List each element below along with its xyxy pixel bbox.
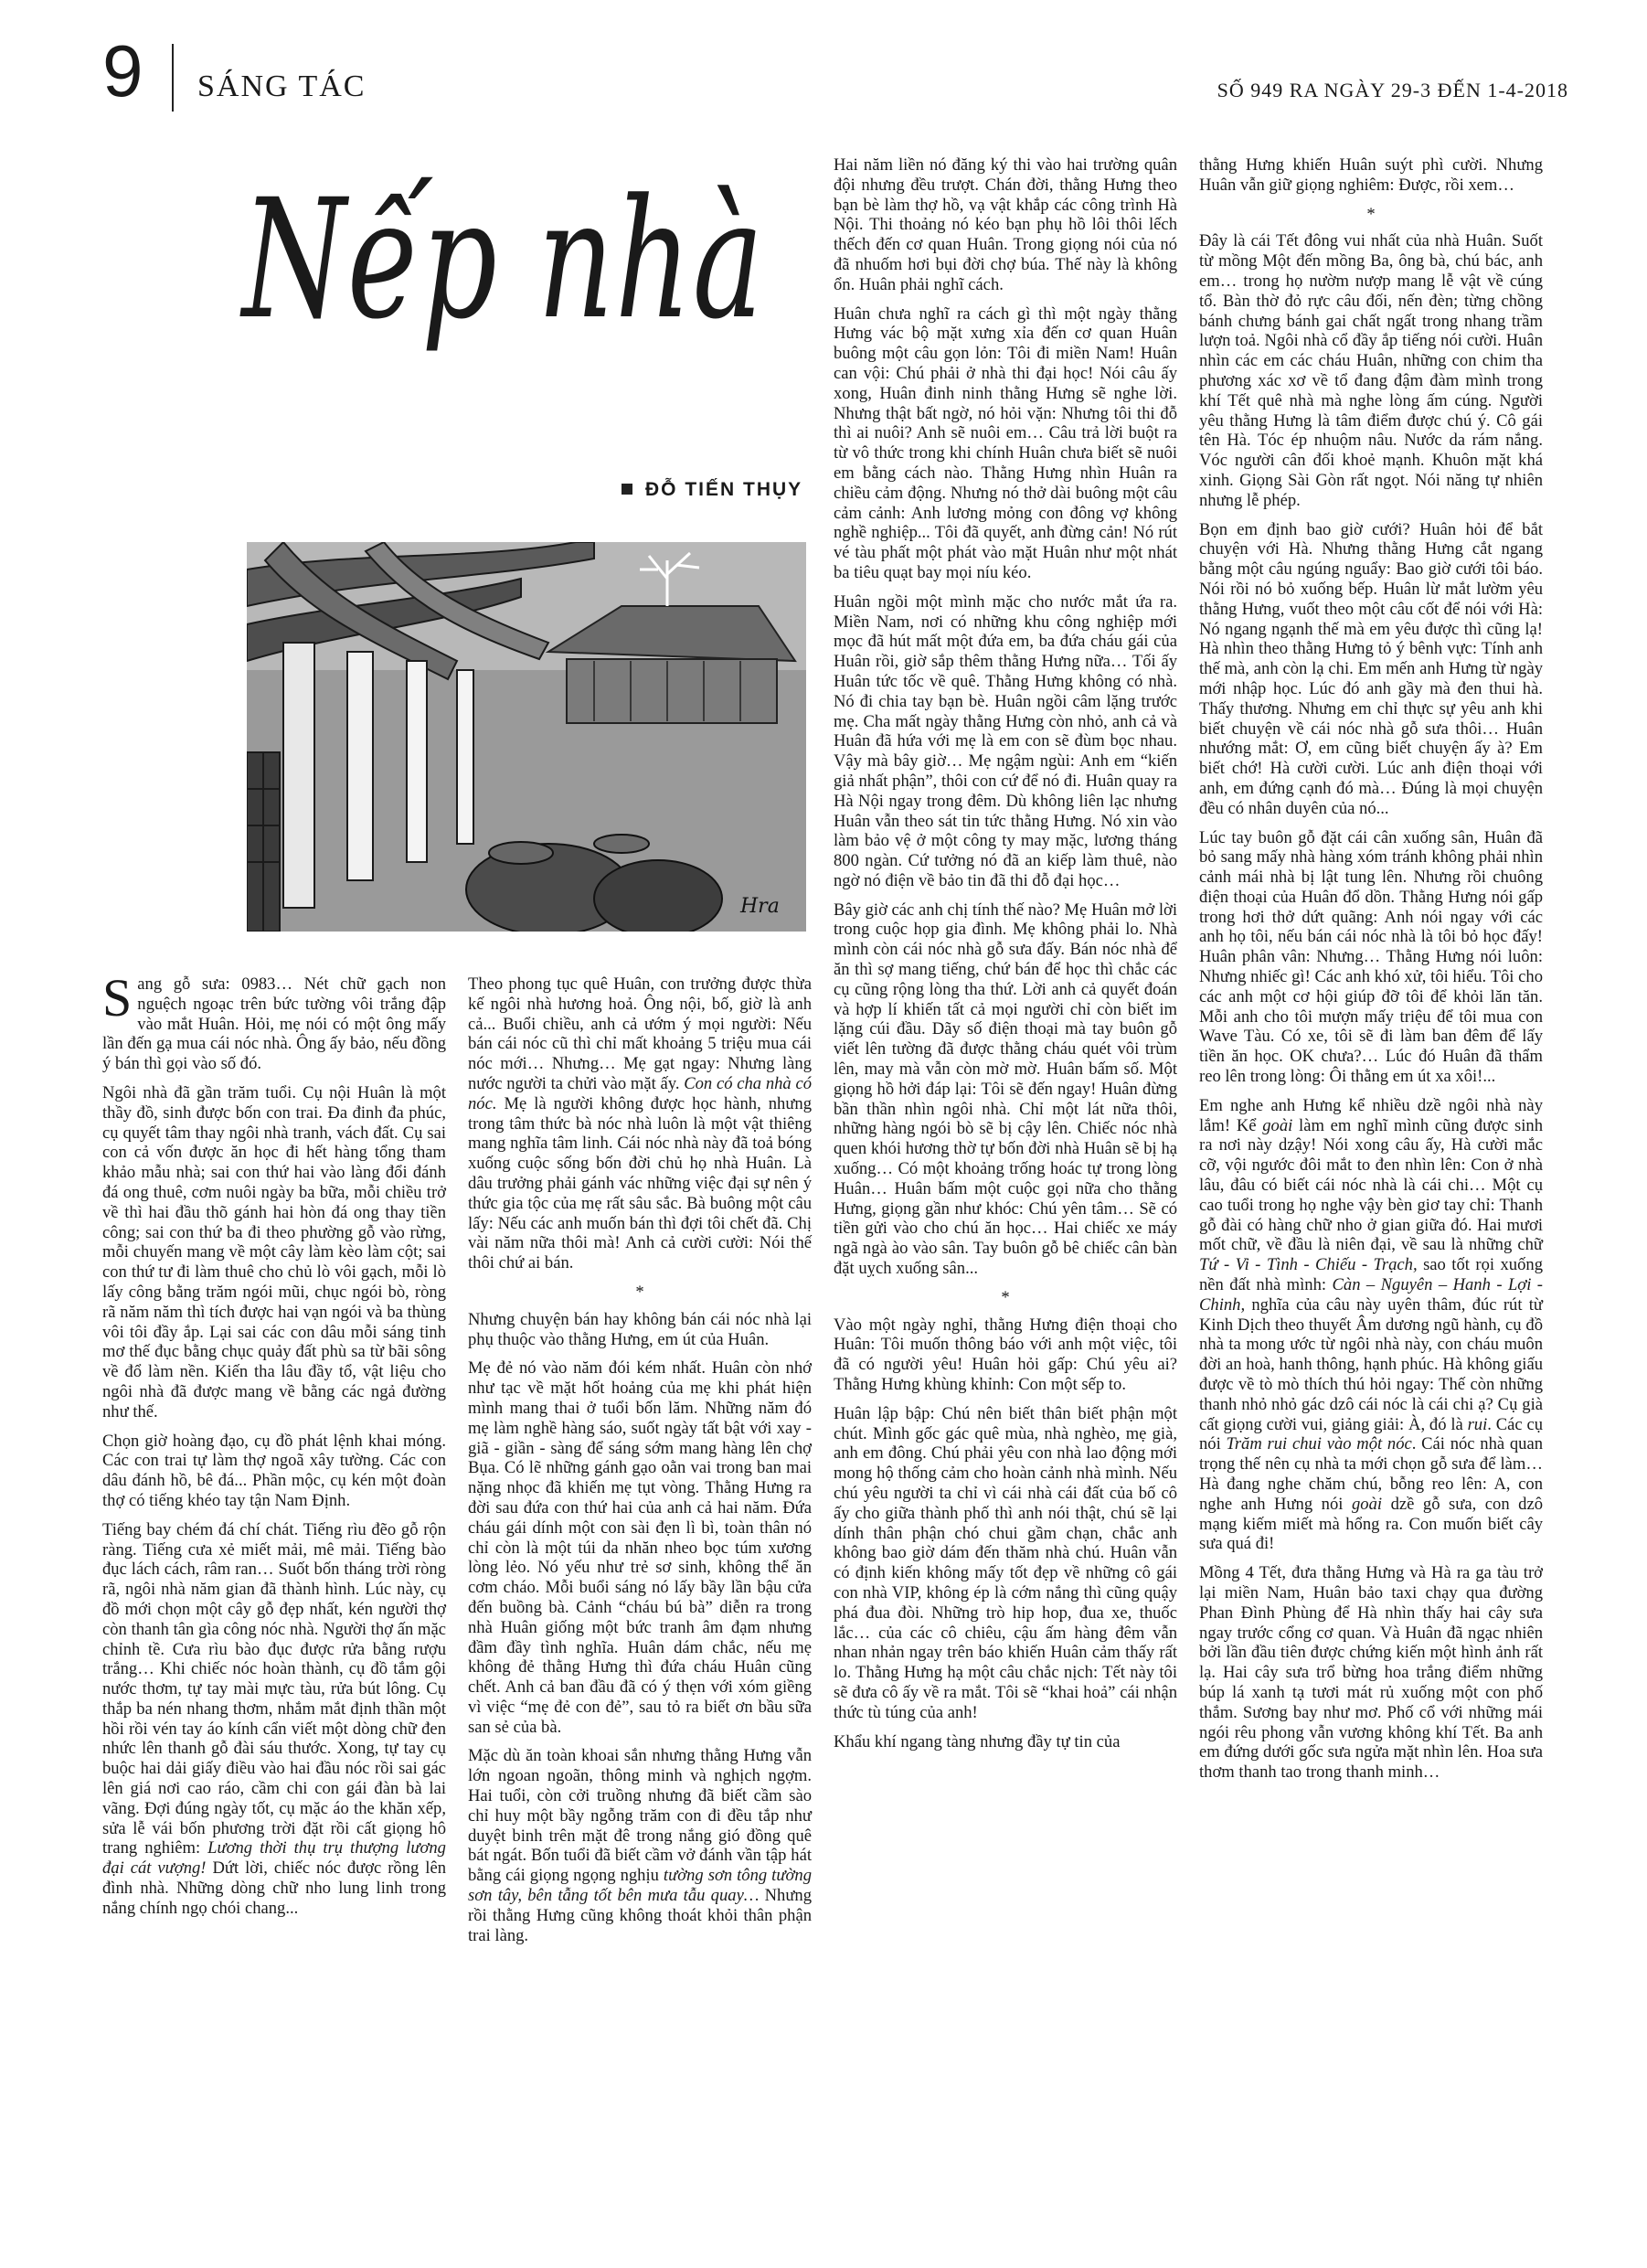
paragraph: Bây giờ các anh chị tính thế nào? Mẹ Huân mở lời trong cuộc họp gia đình. Mẹ không phải lo. Nhà mình còn cái nóc nhà gỗ sưa đấy. Bán nóc nhà để ăn thì sợ mang tiếng, chứ bán để học thì chắc các cụ cũng rộng lòng tha thứ. Lời anh cả quyết đoán và hợp lí khiến tất cả mọi người chỉ còn biết im lặng cúi đầu. Dãy số điện thoại mà tay buôn gỗ viết lên tường đã được thằng cháu quét vôi trùm lên, may mà vẫn còn mờ mờ. Huân bấm số. Một giọng hồ hởi đáp lại: Tôi sẽ đến ngay! Huân đừng bần thần nhìn ngôi nhà. Chỉ một lát nữa thôi, những hàng ngói bò sẽ bị cậy lên. Chiếc nóc nhà quen khói hương thờ tự bốn đời nhà Huân sẽ bị hạ xuống… Có một khoảng trống hoác tự trong lòng Huân… Huân bấm một cuộc gọi nữa cho thằng Hưng, giọng gần như khóc: Chú yên tâm… Sẽ có tiền gửi vào cho chú ăn học… Hai chiếc xe máy ngã ngà ào vào sân. Tay buôn gỗ bê chiếc cân bàn đặt uỵch xuống sân... [834,900,1177,1279]
paragraph: Em nghe anh Hưng kể nhiều dzề ngôi nhà này lắm! Kể goài làm em nghĩ mình cũng được sinh ra nơi này dzậy! Nói xong câu ấy, Hà cười mắc cỡ, vội ngước đôi mắt to đen nhìn lên: Con ở nhà lâu, đâu có biết cái nóc nhà là cái chi… Một cụ cao tuổi trong họ nghe vậy bèn giơ tay chỉ: Thanh gỗ đài có hàng chữ nho ở gian giữa đó. Hai mươi mốt chữ, về đầu là niên đại, về sau là những chữ Tứ - Vi - Tình - Chiếu - Trạch, sao tốt rọi xuống nền đất nhà mình: Càn – Nguyên – Hanh - Lợi - Chinh, nghĩa của câu này uyên thâm, đúc rút từ Kinh Dịch theo thuyết Âm dương ngũ hành, cụ đồ nhà ta mong ước từ ngôi nhà này, con cháu muôn đời an hoà, hanh thông, hạnh phúc. Hà không giấu được về tò mò thích thú hỏi ngay: Thế còn những thanh nhỏ nhỏ gác dzô cái nóc là cái chi ạ? Cụ già cất giọng cười vui, giảng giải: À, đó là rui. Các cụ nói Trăm rui chui vào một nóc. Cái nóc nhà quan trọng thế nên cụ nhà ta mới chọn gỗ sưa để làm… Hà đang nghe chăm chú, bỗng reo lên: A, con nghe anh Hưng nói goài dzề gỗ sưa, con dzô mạng kiếm miết mà hổng ra. Con muốn biết cây sưa quá đi! [1199,1095,1544,1554]
paragraph: Khẩu khí ngang tàng nhưng đầy tự tin của [834,1731,1121,1752]
paragraph: Huân lập bập: Chú nên biết thân biết phận một chút. Mình gốc gác quê mùa, nhà nghèo, mẹ già, anh em đông. Chú phải yêu con nhà lao động mới mong hộ thống cảm cho hoàn cảnh nhà mình. Nếu chú yêu người ta chỉ vì cái nhà cái đất của bố cô ấy cho giữa thành phố thì anh nói thật, chú sẽ lại dính thân phận chó chui gầm chạn, chắc anh không bao giờ dám đến thăm nhà chú. Huân vẫn có định kiến không mấy tốt đẹp về những cô gái con nhà VIP, không ép là cớm nắng thì cũng quậy phá đua đòi. Những trò hip hop, đua xe, thuốc lắc… của các cô chiêu, cậu ấm hàng đêm vẫn nhan nhản ngay trên báo khiến Huân cảm thấy rất lo. Thằng Hưng hạ một câu chắc nịch: Tết này tôi sẽ đưa cô ấy về ra mắt. Tôi sẽ “khai hoả” cái nhận thức tù túng của anh! [834,1403,1177,1722]
cabinet-drawing [247,752,280,932]
text-column-1 [102,968,446,1928]
paragraph: Tiếng bay chém đá chí chát. Tiếng rìu đẽo gỗ rộn ràng. Tiếng cưa xẻ miết mải, mê mải. Tiếng bào đục lách cách, râm ran… Suốt bốn tháng trời ròng rã, ngôi nhà năm gian đã thành hình. Lúc này, cụ đồ mới chọn một cây gỗ đẹp nhất, kén người thợ còn thanh tân gìa công nóc nhà. Người thợ ấn mặc chỉnh tề. Cưa rìu bào đục được rửa bằng rượu trắng… Khi chiếc nóc hoàn thành, cụ đồ tắm gội nước thơm, tự tay mài mực tàu, rửa bút lông. Cụ thắp ba nén nhang thơm, nhắm mắt định thần một hồi rồi vén tay áo kính cẩn viết một dòng chữ đen nhức lên thanh gỗ đài sáu thước. Xong, tự tay cụ buộc hai dải giấy điều vào hai đầu nóc rồi sai gác lên giá nơi cao ráo, cầm chi con gái đàn bà lai vãng. Đợi đúng ngày tốt, cụ mặc áo the khăn xếp, sửa lễ vái bốn phương trời đặt rồi cất giọng hô trang nghiêm: Lương thời thụ trụ thượng lương đại cát vượng! Dứt lời, chiếc nóc được rồng lên đình nhà. Những dòng chữ nho lung linh trong nắng chính ngọ chói chang... [102,1519,446,1918]
paragraph: Nhưng chuyện bán hay không bán cái nóc nhà lại phụ thuộc vào thằng Hưng, em út của Huân. [468,1309,812,1349]
header-divider [172,44,174,112]
paragraph: Mồng 4 Tết, đưa thằng Hưng và Hà ra ga tàu trở lại miền Nam, Huân bảo taxi chạy qua đường Phan Đình Phùng để Hà nhìn thấy hai cây sưa ngay trước cổng cơ quan. Và Huân đã ngạc nhiên bởi lần đầu tiên được chứng kiến một hình ảnh rất lạ. Hai cây sưa trổ bừng hoa trắng điểm những búp lá xanh tạ tươi mát rủ xuống một con phố thắm. Sương bay như mơ. Phố cổ với những mái ngói rêu phong vẫn vương không khí Tết. Ba anh em đứng dưới gốc sưa ngửa mặt nhìn lên. Hoa sưa thơm thanh tao trong thanh minh… [1199,1563,1543,1783]
paragraph: Đây là cái Tết đông vui nhất của nhà Huân. Suốt từ mồng Một đến mồng Ba, ông bà, chú bác, anh em… trong họ nườm nượp mang lễ vật về cúng tổ. Bàn thờ đỏ rực câu đối, nến đèn; từng chồng bánh chưng bánh gai chất ngất trong nhang trầm lượn toả. Ngôi nhà cổ đầy ắp tiếng nói cười. Huân nhìn các em các cháu Huân, những con chim tha phương xác xơ về tổ đang đậm đàm mình trong khí Tết quê nhà mà nghe lòng ấm cúng. Người yêu thằng Hưng là tâm điểm được chú ý. Cô gái tên Hà. Tóc ép nhuộm nâu. Nước da rám nắng. Vóc người cân đối khoẻ mạnh. Khuôn mặt khá xinh. Giọng Sài Gòn rất ngọt. Nói năng tự nhiên nhưng lễ phép. [1199,231,1543,510]
paragraph: Mặc dù ăn toàn khoai sắn nhưng thằng Hưng vẫn lớn ngoan ngoãn, thông minh và nghịch ngợm. Hai tuổi, còn cởi truồng nhưng đã biết cầm sào chỉ huy một bầy ngỗng trăm con đi đều tắp như duyệt binh trên mặt đê trong nắng gió đồng quê bát ngát. Bốn tuổi đã biết cầm vở đánh vần tập hát bằng cái giọng ngọng nghịu tường sơn tông tường sơn tây, bên tẫng tốt bên mưa tẫu quay… Nhưng rồi thằng Hưng cũng không thoát khỏi thân phận trai làng. [468,1746,813,1945]
text-column-4 [1199,155,1543,1792]
quote: Lương thời thụ trụ thượng lương đại cát vượng! [102,1838,446,1879]
text-column-3 [834,155,1177,1761]
paragraph: Lúc tay buôn gỗ đặt cái cân xuống sân, Huân đã bỏ sang mấy nhà hàng xóm tránh không phải nhìn cảnh mái nhà bị lật tung lên. Nhưng rồi chuông điện thoại của Huân đổ dồn. Thằng Hưng nói gấp trong hơi thở dứt quãng: Anh nói ngay với các anh họ tôi, nếu bán cái nóc nhà là tôi bỏ học đấy! Huân phân vân: Nhưng… Thằng Hưng nói luôn: Nhưng nhiếc gì! Các anh khó xử, tôi hiểu. Tôi cho các anh một cơ hội giúp đỡ tôi để khỏi lăn tăn. Mỗi anh cho tôi mượn mấy triệu để tôi mua con Wave Tàu. Có xe, tôi sẽ đi làm ban đêm để lấy tiền ăn học. OK chưa?… Lúc đó Huân đã thẩm reo lên trong lòng: Ôi thằng em út xa xôi!... [1199,827,1543,1087]
paragraph: Mẹ đẻ nó vào năm đói kém nhất. Huân còn nhớ như tạc về mặt hốt hoảng của mẹ khi phát hiện mình mang thai ở tuổi bốn lăm. Những năm đó mẹ làm nghề hàng sáo, suốt ngày tất bật với xay - giã - giần - sàng để sáng sớm mang hàng lên chợ Bụa. Có lẽ những gánh gạo oằn vai trong ban mai nặng nhọc đã khiến mẹ tụt vòng. Thằng Hưng ra đời sau đứa con thứ hai của anh cả hai năm. Đứa cháu gái dính một con sài đẹn lì bì, toàn thân nó chỉ còn là một túi da nhăn nheo bọc túm xương lòng lẻo. Nó yếu như trẻ sơ sinh, không thể ăn cơm cháo. Mỗi buổi sáng nó lấy bầy lần bậu cửa đến buồng bà. Cảnh “cháu bú bà” diễn ra trong nhà Huân giống một bức tranh âm đạm nhưng đầm đầy tình nghĩa. Huân dám chắc, nếu mẹ không đẻ thằng Hưng thì đứa cháu Huân cũng chết. Anh cả ban đầu đã có ý thẹn với xóm giềng vì việc “mẹ đẻ con đẻ”, sau tỏ ra biết ơn bầu sữa san sẻ của bà. [468,1358,812,1737]
paragraph: Chọn giờ hoàng đạo, cụ đồ phát lệnh khai móng. Các con trai tự làm thợ ngoã xây tường. Các con dâu đánh hồ, bê đá... Phần mộc, cụ kén một đoàn thợ có tiếng khéo tay tận Nam Định. [102,1431,446,1510]
article-title: Nếp nhà [242,165,765,356]
text-column-2 [468,974,812,1954]
issue-info: SỐ 949 RA NGÀY 29-3 ĐẾN 1-4-2018 [1217,79,1568,101]
paragraph: Sang gỗ sưa: 0983… Nét chữ gạch non nguệch ngoạc trên bức tường vôi trắng đập vào mắt Huân. Hỏi, mẹ nói có một ông mấy lần đến gạ mua cái nóc nhà. Ông ấy bảo, nếu đồng ý bán thì gọi vào số đó. [102,968,446,1074]
paragraph: Theo phong tục quê Huân, con trưởng được thừa kế ngôi nhà hương hoả. Ông nội, bố, giờ là anh cả... Buổi chiều, anh cả ướm ý mọi người: Nếu bán cái nóc cũ thì chỉ mất khoảng 5 triệu mua cái nóc mới… Nhưng… Mẹ gạt ngay: Nhưng làng nước người ta chửi vào mặt ấy. Con có cha nhà có nóc. Mẹ là người không được học hành, nhưng trong tâm thức bà nóc nhà luôn là một vật thiêng mang nghĩa tâm linh. Cái nóc nhà này đã toả bóng xuống cuộc sống bốn đời chủ họ nhà Huân. Là dâu trưởng phải gánh vác những việc đại sự nên ý thức gia tộc của mẹ rất sâu sắc. Bà buông một câu lấy: Nếu các anh muốn bán thì đợi tôi chết đã. Chị vài năm nữa thôi mà! Anh cả cười cười: Nói thế thôi chứ ai bán. [468,974,812,1273]
section-title: SÁNG TÁC [197,69,367,103]
paragraph: Huân ngồi một mình mặc cho nước mắt ứa ra. Miền Nam, nơi có những khu công nghiệp mới mọc đã hút mất một đứa em, ba đứa cháu gái của Huân rồi, giờ sắp thêm thằng Hưng nữa… Tối ấy Huân tức tốc về quê. Thằng Hưng không có nhà. Nó đi chia tay bạn bè. Huân ngồi câm lặng trước mẹ. Cha mất ngày thằng Hưng còn nhỏ, anh cả và Huân đã hứa với mẹ là em con sẽ đùm bọc nhau. Vậy mà bây giờ… Mẹ ngậm ngùi: Anh em “kiến giả nhất phận”, thôi con cứ để nó đi. Huân quay ra Hà Nội ngay trong đêm. Dù không liên lạc nhưng Huân vẫn theo sát tin tức thằng Hưng. Nó xin vào làm bảo vệ ở một công ty may mặc, lương tháng 800 ngàn. Cứ tưởng nó đã an kiếp làm thuê, nào ngờ nó điện về bảo tin đã thi đỗ đại học… [834,591,1177,890]
section-separator: * [635,1282,644,1302]
paragraph: thằng Hưng khiến Huân suýt phì cười. Nhưng Huân vẫn giữ giọng nghiêm: Được, rồi xem… [1199,155,1543,195]
drop-cap: S [102,968,133,1028]
article-author: ĐỖ TIẾN THỤY [622,479,802,501]
paragraph: Vào một ngày nghỉ, thằng Hưng điện thoại cho Huân: Tôi muốn thông báo với anh một việc, tôi đã có người yêu! Huân hỏi gấp: Chú yêu ai? Thằng Hưng khùng khỉnh: Con một sếp to. [834,1315,1177,1395]
paragraph: Hai năm liền nó đăng ký thi vào hai trường quân đội nhưng đều trượt. Chán đời, thằng Hưng theo bạn bè làm thợ hồ, vạ vật khắp các công trình Hà Nội. Thi thoảng nó kéo bạn phụ hồ lôi thôi lếch thếch đến cơ quan Huân. Trong giọng nói của nó đã nhuốm hơi bụi đời chợ búa. Thế này là không ổn. Huân phải nghĩ cách. [834,155,1177,294]
paragraph: Bọn em định bao giờ cưới? Huân hỏi để bắt chuyện với Hà. Nhưng thằng Hưng cắt ngang bằng một câu ngúng nguẩy: Bao giờ cưới tôi báo. Nói rồi nó bỏ xuống bếp. Huân lừ mắt lườm yêu thằng Hưng, vuốt theo một câu cốt để nói với Hà: Nó ngang ngạnh thế mà em yêu được thì cũng lạ! Hà nhìn theo thằng Hưng tỏ ý bênh vực: Tính anh thế mà, anh còn lạ chi. Em mến anh Hưng từ ngày mới nhập học. Lúc đó anh gầy mà đen thui hà. Thấy thương. Nhưng em chỉ thực sự yêu anh khi biết chuyện về cái nóc nhà gỗ sưa thôi… Huân nhướng mắt: Ơ, em cũng biết chuyện ấy à? Em biết chớ! Hà cười cười. Lúc anh điện thoại với anh, em đứng cạnh đó mà… Đúng là mọi chuyện đều có nhân duyên của nó... [1199,519,1543,818]
paragraph: Huân chưa nghĩ ra cách gì thì một ngày thằng Hưng vác bộ mặt xưng xỉa đến cơ quan Huân buông một câu gọn lỏn: Tôi đi miền Nam! Huân can vội: Chú phải ở nhà thi đại học! Nói câu ấy xong, Huân đinh ninh thằng Hưng sẽ nghe lời. Nhưng thật bất ngờ, nó hỏi vặn: Nhưng tôi thi đỗ thì ai nuôi? Anh sẽ nuôi em… Câu trả lời buột ra từ vô thức trong khi chính Huân chưa biết sẽ nuôi em bằng cách nào. Thằng Hưng nhìn Huân ra chiều cảm động. Nhưng nó thở dài buông một câu cảm cảnh: Anh lương mỏng con đông vợ không nghề nghiệp... Tôi đã quyết, anh đừng cản! Nó rút vé tàu phất một phát vào mặt Huân như một nhát ba tiêu quạt bay mọi níu kéo. [834,303,1177,582]
page-number: 9 [102,30,143,112]
paragraph: Ngôi nhà đã gần trăm tuổi. Cụ nội Huân là một thầy đồ, sinh được bốn con trai. Đa đinh đa phúc, cụ quyết tâm thay ngôi nhà tranh, vách đất. Cụ sai con cả vốn được ăn học đi hết hàng tổng tham khảo mẫu nhà; sai con thứ hai vào làng đổi đánh đá ong thuê, cơm nuôi ngày ba bữa, mỗi chiều trở về thì hai đầu thõ gánh hai hòn đá ong thay tiền công; sai con thứ ba đi theo phường gỗ vào rừng, mỗi chuyến mang về một cây làm kèo làm cột; sai con thứ tư đi làm thuê cho chủ lò vôi gạch, mỗi lò lấy công bằng trăm ngói mũi, chục ngói bò, ròng rã năm năm thì tích được hai vạn ngói và ba thùng vôi tôi đầy ắp. Lại sai các con dâu mỗi sáng tinh mơ thế đục bằng chục quảy đất phù sa từ bãi sông về đổ làm nền. Kiến tha lâu đầy tổ, vật liệu cho ngôi nhà đã được mang về bằng các ngả đường như thế. [102,1082,446,1421]
article-illustration [247,542,806,932]
illustration-signature: Hra [740,895,780,918]
section-separator: * [1001,1287,1010,1307]
section-separator: * [1366,204,1376,224]
